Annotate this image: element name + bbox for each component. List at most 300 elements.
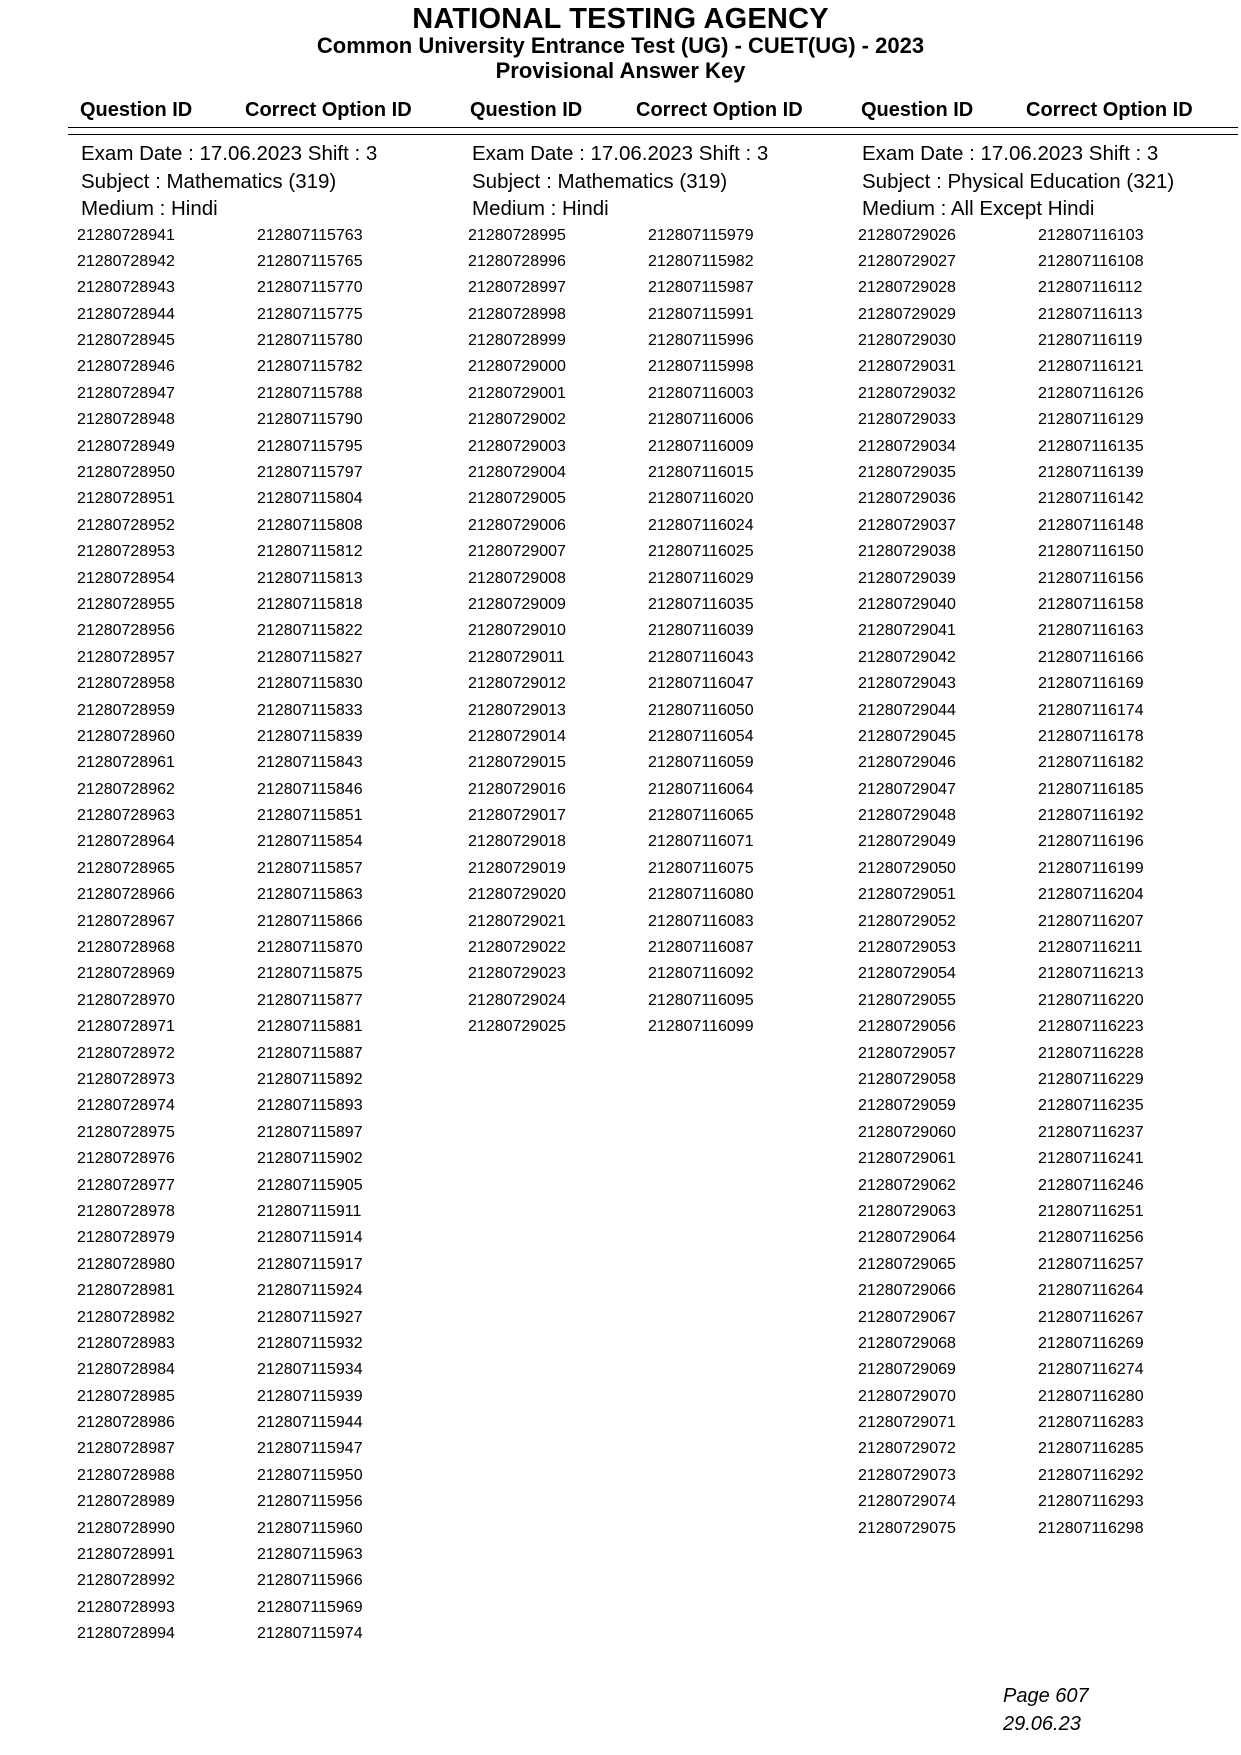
correct-option-id: 212807116185 [1038, 780, 1144, 798]
column-header-question-id-3: Question ID [861, 99, 974, 121]
page-number: Page 607 [1003, 1685, 1089, 1707]
answer-row [468, 803, 848, 829]
correct-option-id: 212807116126 [1038, 384, 1144, 402]
correct-option-id: 212807116251 [1038, 1202, 1144, 1220]
answer-row [77, 909, 457, 935]
answer-row [468, 302, 848, 328]
answer-row [468, 592, 848, 618]
correct-option-id: 212807116139 [1038, 464, 1144, 482]
question-id: 21280728943 [77, 279, 175, 297]
question-id: 21280728985 [77, 1387, 175, 1405]
correct-option-id: 212807116199 [1038, 859, 1144, 877]
answer-row [77, 592, 457, 618]
correct-option-id: 212807115765 [257, 252, 363, 270]
question-id: 21280729070 [858, 1387, 956, 1405]
correct-option-id: 212807116256 [1038, 1229, 1144, 1247]
answer-row [858, 407, 1238, 433]
question-id: 21280728954 [77, 569, 175, 587]
correct-option-id: 212807116059 [648, 754, 754, 772]
question-id: 21280728971 [77, 1018, 175, 1036]
question-id: 21280729004 [468, 464, 566, 482]
answer-row [77, 328, 457, 354]
correct-option-id: 212807115827 [257, 648, 363, 666]
correct-option-id: 212807116223 [1038, 1018, 1144, 1036]
correct-option-id: 212807116235 [1038, 1097, 1144, 1115]
answer-row [77, 1067, 457, 1093]
correct-option-id: 212807116003 [648, 384, 754, 402]
correct-option-id: 212807116119 [1038, 332, 1143, 350]
answer-row [858, 1199, 1238, 1225]
correct-option-id: 212807115893 [257, 1097, 363, 1115]
question-id: 21280729025 [468, 1018, 566, 1036]
correct-option-id: 212807115830 [257, 675, 363, 693]
answer-row [858, 381, 1238, 407]
answer-row [858, 1489, 1238, 1515]
correct-option-id: 212807115950 [257, 1466, 363, 1484]
question-id: 21280729037 [858, 516, 956, 534]
answer-row [468, 961, 848, 987]
question-id: 21280729072 [858, 1440, 956, 1458]
question-id: 21280729009 [468, 595, 566, 613]
answer-row [858, 1436, 1238, 1462]
answer-row [77, 1595, 457, 1621]
question-id: 21280729019 [468, 859, 566, 877]
question-id: 21280728979 [77, 1229, 175, 1247]
question-id: 21280729053 [858, 939, 956, 957]
column-header-correct-option-id-3: Correct Option ID [1026, 99, 1193, 121]
question-id: 21280728961 [77, 754, 175, 772]
question-id: 21280729020 [468, 886, 566, 904]
question-id: 21280729028 [858, 279, 956, 297]
answer-row [858, 671, 1238, 697]
answer-row [77, 354, 457, 380]
answer-row [858, 513, 1238, 539]
question-id: 21280728966 [77, 886, 175, 904]
correct-option-id: 212807116204 [1038, 886, 1144, 904]
answer-row [858, 328, 1238, 354]
subject-label: Subject : Physical Education (321) [862, 169, 1175, 193]
correct-option-id: 212807116035 [648, 595, 754, 613]
correct-option-id: 212807116246 [1038, 1176, 1144, 1194]
correct-option-id: 212807116071 [648, 833, 754, 851]
answer-row [858, 1278, 1238, 1304]
correct-option-id: 212807116080 [648, 886, 754, 904]
correct-option-id: 212807115939 [257, 1387, 363, 1405]
correct-option-id: 212807116207 [1038, 912, 1144, 930]
answer-row [858, 1384, 1238, 1410]
question-id: 21280728981 [77, 1282, 175, 1300]
answer-row [858, 1120, 1238, 1146]
answer-block-2 [468, 140, 848, 1041]
medium-label: Medium : Hindi [81, 197, 218, 220]
correct-option-id: 212807115902 [257, 1150, 363, 1168]
answer-row [858, 645, 1238, 671]
question-id: 21280729031 [858, 358, 956, 376]
question-id: 21280729055 [858, 991, 956, 1009]
question-id: 21280729014 [468, 727, 566, 745]
answer-row [468, 354, 848, 380]
correct-option-id: 212807115877 [257, 991, 363, 1009]
question-id: 21280729074 [858, 1493, 956, 1511]
correct-option-id: 212807115857 [257, 859, 363, 877]
answer-row [468, 777, 848, 803]
question-id: 21280728947 [77, 384, 175, 402]
answer-row [468, 513, 848, 539]
medium-label: Medium : Hindi [472, 197, 609, 220]
answer-row [77, 1436, 457, 1462]
answer-row [77, 1014, 457, 1040]
question-id: 21280729069 [858, 1361, 956, 1379]
answer-row [77, 856, 457, 882]
correct-option-id: 212807116024 [648, 516, 754, 534]
correct-option-id: 212807116103 [1038, 226, 1144, 244]
correct-option-id: 212807116174 [1038, 701, 1144, 719]
answer-row [77, 882, 457, 908]
correct-option-id: 212807116148 [1038, 516, 1144, 534]
question-id: 21280729054 [858, 965, 956, 983]
question-id: 21280728972 [77, 1044, 175, 1062]
question-id: 21280729059 [858, 1097, 956, 1115]
correct-option-id: 212807116054 [648, 727, 754, 745]
answer-row [468, 698, 848, 724]
answer-row [77, 1410, 457, 1436]
answer-row [858, 1225, 1238, 1251]
correct-option-id: 212807116142 [1038, 490, 1144, 508]
answer-row [858, 223, 1238, 249]
correct-option-id: 212807116006 [648, 411, 754, 429]
answer-row [77, 249, 457, 275]
question-id: 21280729068 [858, 1334, 956, 1352]
question-id: 21280728998 [468, 305, 566, 323]
correct-option-id: 212807115960 [257, 1519, 363, 1537]
correct-option-id: 212807115788 [257, 384, 363, 402]
answer-row [468, 381, 848, 407]
correct-option-id: 212807115934 [257, 1361, 363, 1379]
question-id: 21280728956 [77, 622, 175, 640]
answer-row [858, 1093, 1238, 1119]
answer-row [468, 645, 848, 671]
correct-option-id: 212807116092 [648, 965, 754, 983]
release-date: 29.06.23 [1003, 1713, 1081, 1735]
correct-option-id: 212807115911 [257, 1202, 362, 1220]
question-id: 21280729016 [468, 780, 566, 798]
question-id: 21280729056 [858, 1018, 956, 1036]
question-id: 21280728974 [77, 1097, 175, 1115]
question-id: 21280728945 [77, 332, 175, 350]
correct-option-id: 212807116112 [1038, 279, 1143, 297]
question-id: 21280729026 [858, 226, 956, 244]
correct-option-id: 212807115812 [257, 543, 363, 561]
column-header-question-id-1: Question ID [80, 99, 193, 121]
correct-option-id: 212807116015 [648, 464, 754, 482]
correct-option-id: 212807116075 [648, 859, 754, 877]
correct-option-id: 212807115780 [257, 332, 363, 350]
correct-option-id: 212807116065 [648, 807, 754, 825]
correct-option-id: 212807116009 [648, 437, 754, 455]
correct-option-id: 212807116267 [1038, 1308, 1144, 1326]
question-id: 21280728969 [77, 965, 175, 983]
question-id: 21280728991 [77, 1546, 175, 1564]
answer-row [468, 539, 848, 565]
question-id: 21280728942 [77, 252, 175, 270]
answer-row [858, 882, 1238, 908]
answer-block-3 [858, 140, 1238, 1542]
correct-option-id: 212807116047 [648, 675, 754, 693]
question-id: 21280729062 [858, 1176, 956, 1194]
correct-option-id: 212807115996 [648, 332, 754, 350]
question-id: 21280728950 [77, 464, 175, 482]
answer-row [858, 460, 1238, 486]
answer-rows [77, 223, 457, 1648]
correct-option-id: 212807115804 [257, 490, 363, 508]
question-id: 21280728960 [77, 727, 175, 745]
answer-row [77, 1146, 457, 1172]
question-id: 21280729064 [858, 1229, 956, 1247]
question-id: 21280729065 [858, 1255, 956, 1273]
question-id: 21280728990 [77, 1519, 175, 1537]
correct-option-id: 212807115947 [257, 1440, 363, 1458]
question-id: 21280728986 [77, 1414, 175, 1432]
subject-label: Subject : Mathematics (319) [81, 169, 337, 193]
answer-row [77, 513, 457, 539]
column-header-correct-option-id-1: Correct Option ID [245, 99, 412, 121]
correct-option-id: 212807115763 [257, 226, 363, 244]
question-id: 21280729027 [858, 252, 956, 270]
correct-option-id: 212807115956 [257, 1493, 363, 1511]
answer-row [468, 988, 848, 1014]
correct-option-id: 212807116087 [648, 939, 754, 957]
question-id: 21280729022 [468, 939, 566, 957]
answer-row [77, 671, 457, 697]
question-id: 21280729066 [858, 1282, 956, 1300]
answer-row [858, 486, 1238, 512]
correct-option-id: 212807116121 [1038, 358, 1144, 376]
answer-row [468, 724, 848, 750]
correct-option-id: 212807116241 [1038, 1150, 1144, 1168]
correct-option-id: 212807115808 [257, 516, 363, 534]
correct-option-id: 212807116099 [648, 1018, 754, 1036]
question-id: 21280729063 [858, 1202, 956, 1220]
correct-option-id: 212807115917 [257, 1255, 363, 1273]
correct-option-id: 212807116213 [1038, 965, 1144, 983]
answer-row [77, 988, 457, 1014]
question-id: 21280729001 [468, 384, 566, 402]
question-id: 21280729040 [858, 595, 956, 613]
correct-option-id: 212807116166 [1038, 648, 1144, 666]
question-id: 21280728948 [77, 411, 175, 429]
question-id: 21280728973 [77, 1071, 175, 1088]
question-id: 21280729023 [468, 965, 566, 983]
exam-subtitle: Common University Entrance Test (UG) - CUET(UG) - 2023 [316, 33, 925, 58]
correct-option-id: 212807115795 [257, 437, 363, 455]
answer-row [858, 1516, 1238, 1542]
answer-row [468, 249, 848, 275]
answer-row [77, 803, 457, 829]
question-id: 21280728997 [468, 279, 566, 297]
correct-option-id: 212807115822 [257, 622, 363, 640]
column-header-correct-option-id-2: Correct Option ID [636, 99, 803, 121]
correct-option-id: 212807116135 [1038, 437, 1144, 455]
correct-option-id: 212807116095 [648, 991, 754, 1009]
question-id: 21280728994 [77, 1625, 175, 1643]
question-id: 21280728941 [77, 226, 175, 244]
correct-option-id: 212807116237 [1038, 1123, 1144, 1141]
answer-row [77, 1568, 457, 1594]
correct-option-id: 212807115854 [257, 833, 363, 851]
correct-option-id: 212807116298 [1038, 1519, 1144, 1537]
answer-row [468, 829, 848, 855]
subject-label: Subject : Mathematics (319) [472, 169, 728, 193]
correct-option-id: 212807116156 [1038, 569, 1144, 587]
question-id: 21280728982 [77, 1308, 175, 1326]
question-id: 21280728963 [77, 807, 175, 825]
answer-row [858, 1146, 1238, 1172]
answer-row [858, 275, 1238, 301]
correct-option-id: 212807115974 [257, 1625, 363, 1643]
question-id: 21280728944 [77, 305, 175, 323]
correct-option-id: 212807116020 [648, 490, 754, 508]
question-id: 21280729015 [468, 754, 566, 772]
answer-row [77, 1252, 457, 1278]
exam-date-shift: Exam Date : 17.06.2023 Shift : 3 [81, 142, 378, 165]
question-id: 21280729000 [468, 358, 566, 376]
header-rule-bottom [68, 134, 1238, 135]
correct-option-id: 212807115897 [257, 1123, 363, 1141]
question-id: 21280728951 [77, 490, 175, 508]
correct-option-id: 212807116182 [1038, 754, 1144, 772]
correct-option-id: 212807116043 [648, 648, 754, 666]
question-id: 21280729061 [858, 1150, 956, 1168]
question-id: 21280729005 [468, 490, 566, 508]
answer-row [468, 460, 848, 486]
question-id: 21280729006 [468, 516, 566, 534]
answer-row [858, 856, 1238, 882]
question-id: 21280729010 [468, 622, 566, 640]
correct-option-id: 212807116083 [648, 912, 754, 930]
question-id: 21280728993 [77, 1598, 175, 1616]
question-id: 21280728977 [77, 1176, 175, 1194]
answer-row [468, 223, 848, 249]
correct-option-id: 212807116039 [648, 622, 754, 640]
answer-row [468, 856, 848, 882]
medium-label: Medium : All Except Hindi [862, 197, 1095, 220]
correct-option-id: 212807115944 [257, 1414, 363, 1432]
correct-option-id: 212807115887 [257, 1044, 363, 1062]
question-id: 21280729021 [468, 912, 566, 930]
question-id: 21280728995 [468, 226, 566, 244]
answer-row [77, 1093, 457, 1119]
question-id: 21280728958 [77, 675, 175, 693]
answer-row [468, 935, 848, 961]
question-id: 21280728968 [77, 939, 175, 957]
correct-option-id: 212807115846 [257, 780, 363, 798]
question-id: 21280728952 [77, 516, 175, 534]
question-id: 21280728996 [468, 252, 566, 270]
correct-option-id: 212807116292 [1038, 1466, 1144, 1484]
question-id: 21280729034 [858, 437, 956, 455]
answer-row [77, 566, 457, 592]
question-id: 21280729032 [858, 384, 956, 402]
answer-row [77, 486, 457, 512]
question-id: 21280729052 [858, 912, 956, 930]
question-id: 21280729002 [468, 411, 566, 429]
question-id: 21280729073 [858, 1466, 956, 1484]
correct-option-id: 212807115905 [257, 1176, 363, 1194]
correct-option-id: 212807116178 [1038, 727, 1144, 745]
answer-row [858, 1173, 1238, 1199]
correct-option-id: 212807116163 [1038, 622, 1144, 640]
question-id: 21280728970 [77, 991, 175, 1009]
answer-row [858, 618, 1238, 644]
correct-option-id: 212807116050 [648, 701, 754, 719]
answer-row [77, 1542, 457, 1568]
answer-row [77, 460, 457, 486]
answer-row [858, 803, 1238, 829]
answer-row [858, 829, 1238, 855]
correct-option-id: 212807115924 [257, 1282, 363, 1300]
answer-row [77, 750, 457, 776]
answer-row [77, 935, 457, 961]
answer-row [77, 434, 457, 460]
correct-option-id: 212807115982 [648, 252, 754, 270]
document-title: Provisional Answer Key [495, 58, 746, 83]
question-id: 21280729011 [468, 648, 565, 666]
question-id: 21280728975 [77, 1123, 175, 1141]
correct-option-id: 212807116113 [1038, 305, 1143, 323]
answer-row [858, 750, 1238, 776]
correct-option-id: 212807116274 [1038, 1361, 1144, 1379]
question-id: 21280729003 [468, 437, 566, 455]
answer-row [858, 988, 1238, 1014]
answer-row [77, 1305, 457, 1331]
answer-row [77, 1331, 457, 1357]
answer-row [77, 1357, 457, 1383]
answer-row [858, 566, 1238, 592]
answer-row [77, 1463, 457, 1489]
correct-option-id: 212807115966 [257, 1572, 363, 1590]
answer-row [77, 1225, 457, 1251]
exam-date-shift: Exam Date : 17.06.2023 Shift : 3 [472, 142, 769, 165]
question-id: 21280729033 [858, 411, 956, 429]
answer-row [77, 724, 457, 750]
correct-option-id: 212807116293 [1038, 1493, 1144, 1511]
question-id: 21280729047 [858, 780, 956, 798]
correct-option-id: 212807116192 [1038, 807, 1144, 825]
correct-option-id: 212807115987 [648, 279, 754, 297]
correct-option-id: 212807115839 [257, 727, 363, 745]
question-id: 21280728965 [77, 859, 175, 877]
answer-row [858, 1014, 1238, 1040]
correct-option-id: 212807116280 [1038, 1387, 1144, 1405]
answer-row [858, 302, 1238, 328]
answer-row [77, 1384, 457, 1410]
answer-row [77, 1199, 457, 1225]
question-id: 21280728983 [77, 1334, 175, 1352]
correct-option-id: 212807116211 [1038, 939, 1143, 957]
question-id: 21280729035 [858, 464, 956, 482]
exam-date-shift: Exam Date : 17.06.2023 Shift : 3 [862, 142, 1159, 165]
answer-row [77, 539, 457, 565]
correct-option-id: 212807115870 [257, 939, 363, 957]
correct-option-id: 212807116285 [1038, 1440, 1144, 1458]
answer-rows [468, 223, 848, 1041]
question-id: 21280729008 [468, 569, 566, 587]
question-id: 21280729067 [858, 1308, 956, 1326]
correct-option-id: 212807115843 [257, 754, 363, 772]
correct-option-id: 212807115866 [257, 912, 363, 930]
question-id: 21280729012 [468, 675, 566, 693]
question-id: 21280729013 [468, 701, 566, 719]
